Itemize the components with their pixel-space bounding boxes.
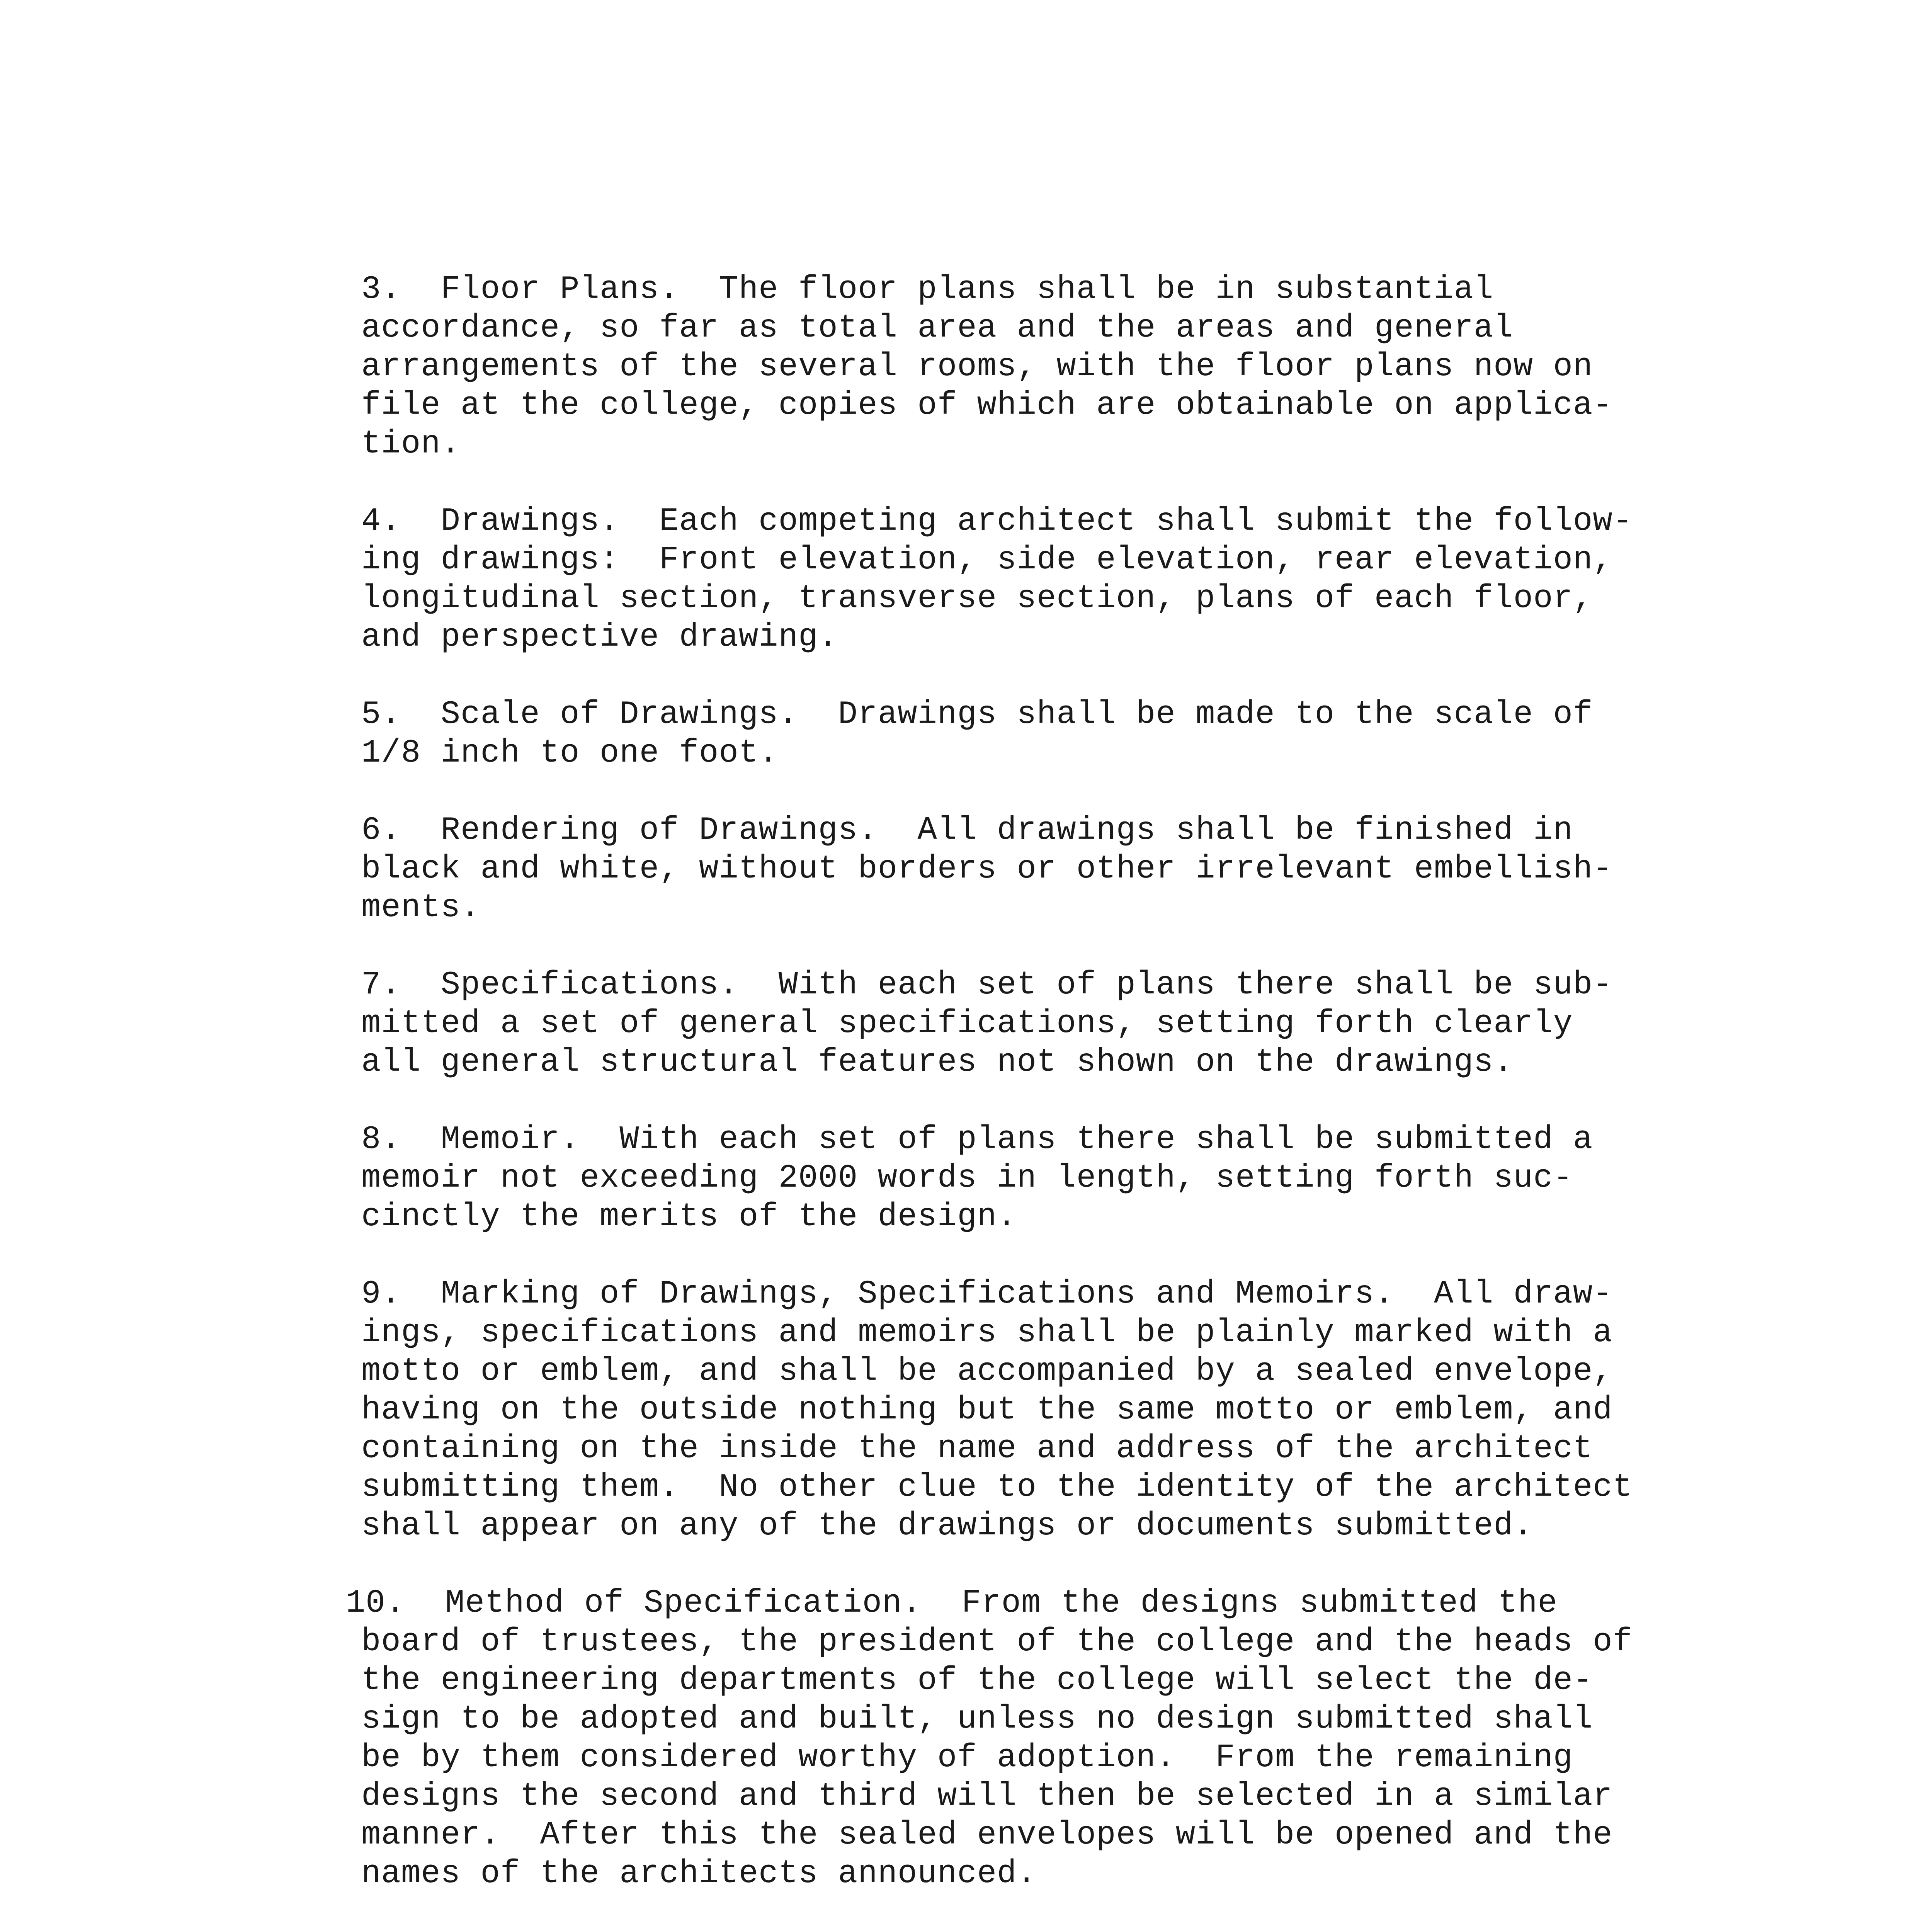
paragraph-4-drawings	[361, 502, 1714, 657]
text-line: 3. Floor Plans. The floor plans shall be in substantial	[361, 271, 1494, 308]
text-line: ings, specifications and memoirs shall be plainly marked with a	[361, 1315, 1613, 1351]
text-line: sign to be adopted and built, unless no design submitted shall	[361, 1701, 1593, 1738]
text-line: black and white, without borders or other irrelevant embellish-	[361, 851, 1613, 888]
text-line: 9. Marking of Drawings, Specifications and Memoirs. All draw-	[361, 1276, 1613, 1313]
text-line: accordance, so far as total area and the areas and general	[361, 310, 1514, 347]
text-line: 8. Memoir. With each set of plans there shall be submitted a	[361, 1121, 1593, 1158]
text-line: 6. Rendering of Drawings. All drawings shall be finished in	[361, 812, 1573, 849]
paragraph-3-floor-plans	[361, 270, 1714, 464]
text-line: mitted a set of general specifications, setting forth clearly	[361, 1005, 1573, 1042]
text-line: cinctly the merits of the design.	[361, 1199, 1017, 1235]
text-line: memoir not exceeding 2000 words in length, setting forth suc-	[361, 1160, 1573, 1197]
text-line: containing on the inside the name and address of the architect	[361, 1430, 1593, 1467]
text-line: shall appear on any of the drawings or documents submitted.	[361, 1508, 1534, 1544]
paragraph-10-method	[346, 1584, 1698, 1893]
text-line: designs the second and third will then be selected in a similar	[361, 1778, 1613, 1815]
text-line: tion.	[361, 426, 461, 463]
text-line: 5. Scale of Drawings. Drawings shall be made to the scale of	[361, 696, 1593, 733]
text-line: arrangements of the several rooms, with the floor plans now on	[361, 349, 1593, 385]
paragraph-9-marking	[361, 1275, 1714, 1546]
text-line: longitudinal section, transverse section, plans of each floor,	[361, 580, 1593, 617]
text-line: ments.	[361, 889, 481, 926]
paragraph-8-memoir	[361, 1121, 1714, 1236]
text-line: motto or emblem, and shall be accompanied by a sealed envelope,	[361, 1353, 1613, 1390]
paragraph-7-specifications	[361, 966, 1714, 1082]
text-line: all general structural features not shown on the drawings.	[361, 1044, 1514, 1081]
text-line: file at the college, copies of which are obtainable on applica-	[361, 387, 1613, 424]
text-line: 1/8 inch to one foot.	[361, 735, 779, 772]
text-line: be by them considered worthy of adoption. From the remaining	[361, 1740, 1573, 1776]
text-line: the engineering departments of the college will select the de-	[361, 1662, 1593, 1699]
paragraph-5-scale-of-drawings	[361, 696, 1714, 773]
text-line: names of the architects announced.	[361, 1855, 1037, 1892]
text-line: manner. After this the sealed envelopes will be opened and the	[361, 1817, 1613, 1854]
text-line: ing drawings: Front elevation, side elevation, rear elevation,	[361, 542, 1613, 578]
text-line: having on the outside nothing but the same motto or emblem, and	[361, 1392, 1613, 1429]
text-line: submitting them. No other clue to the identity of the architect	[361, 1469, 1633, 1506]
text-line: board of trustees, the president of the college and the heads of	[361, 1624, 1633, 1660]
text-line: 10. Method of Specification. From the designs submitted the	[346, 1585, 1558, 1622]
text-line: 7. Specifications. With each set of plans there shall be sub-	[361, 967, 1613, 1003]
text-line: 4. Drawings. Each competing architect shall submit the follow-	[361, 503, 1633, 540]
text-line: and perspective drawing.	[361, 619, 838, 656]
paragraph-6-rendering-of-drawings	[361, 811, 1714, 927]
